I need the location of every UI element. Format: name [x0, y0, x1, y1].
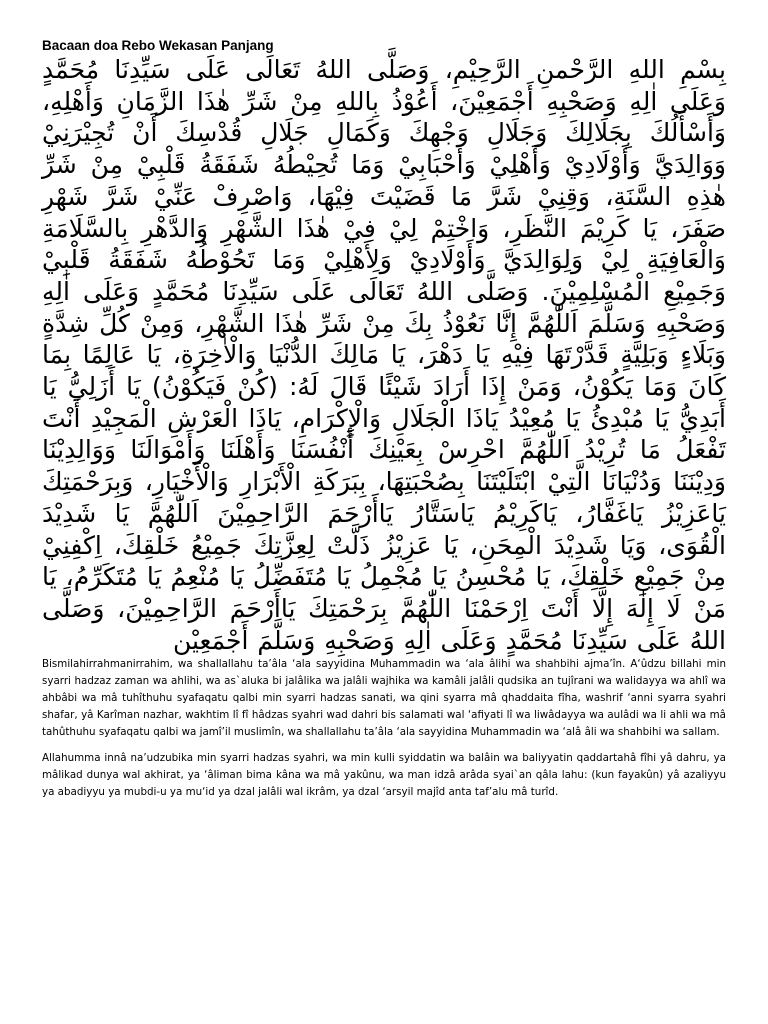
arabic-prayer-text: بِسْمِ اللهِ الرَّحْمنِ الرَّحِيْمِ، وَصَلَّى اللهُ تَعَالَى عَلَى سَيِّدِنَا مُحَمَّدٍ وَعَلَى اٰلِهِ وَصَحْبِهِ أَجْمَعِيْنَ، أَعُوْذُ بِاللهِ مِنْ شَرِّ هٰذَا الزَّمَانِ وَأَهْلِهِ، وَأَسْأَلُكَ بِجَلَالِكَ وَجَلَالِ وَجْهِكَ وَكَمَالِ جَلَالِ قُدْسِكَ أَنْ تُجِيْرَنِيْ وَوَالِدَيَّ وَأَوْلَادِيْ وَأَهْلِيْ وَأَحْبَابِيْ وَمَا تُحِيْطُهُ شَفَقَةُ قَلْبِيْ مِنْ شَرِّ هٰذِهِ السَّنَةِ، وَقِنِيْ شَرَّ مَا قَضَيْتَ فِيْهَا، وَاصْرِفْ عَنِّيْ شَرَّ شَهْرِ صَفَرَ، يَا كَرِيْمَ النَّظَرِ، وَاخْتِمْ لِيْ فِيْ هٰذَا الشَّهْرِ وَالدَّهْرِ بِالسَّلَامَةِ وَالْعَافِيَةِ لِيْ وَلِوَالِدَيَّ وَأَوْلَادِيْ وَلِأَهْلِيْ وَمَا تَحُوْطُهُ شَفَقَةُ قَلْبِيْ وَجَمِيْعِ الْمُسْلِمِيْنَ. وَصَلَّى اللهُ تَعَالَى عَلَى سَيِّدِنَا مُحَمَّدٍ وَعَلَى اٰلِهِ وَصَحْبِهِ وَسَلَّمَ اَللّٰهُمَّ إِنَّا نَعُوْذُ بِكَ مِنْ شَرِّ هٰذَا الشَّهْرِ، وَمِنْ كُلِّ شِدَّةٍ وَبَلَاءٍ وَبَلِيَّةٍ قَدَّرْتَهَا فِيْهِ يَا دَهْرَ، يَا مَالِكَ الدُّنْيَا وَالْاٰخِرَةِ، يَا عَالِمًا بِمَا كَانَ وَمَا يَكُوْنُ، وَمَنْ إِذَا أَرَادَ شَيْئًا قَالَ لَهُ: (كُنْ فَيَكُوْنُ) يَا أَزَلِيُّ يَا أَبَدِيُّ يَا مُبْدِئُ يَا مُعِيْدُ يَاذَا الْجَلَالِ وَالْإِكْرَامِ، يَاذَا الْعَرْشِ الْمَجِيْدِ أَنْتَ تَفْعَلُ مَا تُرِيْدُ اَللّٰهُمَّ احْرِسْ بِعَيْنِكَ أَنْفُسَنَا وَأَهْلَنَا وَأَمْوَالَنَا وَوَالِدِيْنَا وَدِيْنَنَا وَدُنْيَانَا الَّتِيْ ابْتَلَيْتَنَا بِصُحْبَتِهَا، بِبَرَكَةِ الْأَبْرَارِ وَالْأَخْيَارِ، وَبِرَحْمَتِكَ يَاعَزِيْزُ يَاغَفَّارُ، يَاكَرِيْمُ يَاسَتَّارُ يَاأَرْحَمَ الرَّاحِمِيْنَ اَللّٰهُمَّ يَا شَدِيْدَ الْقُوَى، وَيَا شَدِيْدَ الْمِحَنِ، يَا عَزِيْزُ ذَلَّتْ لِعِزَّتِكَ جَمِيْعُ خَلْقِكَ، اِكْفِنِيْ مِنْ جَمِيْعِ خَلْقِكَ، يَا مُحْسِنُ يَا مُجْمِلُ يَا مُتَفَضِّلُ يَا مُنْعِمُ يَا مُتَكَرِّمُ، يَا مَنْ لَا إِلٰهَ إِلَّا أَنْتَ اِرْحَمْنَا اللّٰهُمَّ بِرَحْمَتِكَ يَاأَرْحَمَ الرَّاحِمِيْنَ، وَصَلَّى اللهُ عَلَى سَيِّدِنَا مُحَمَّدٍ وَعَلَى اٰلِهِ وَصَحْبِهِ وَسَلَّمَ أَجْمَعِيْن: [42, 55, 726, 655]
latin-transliteration-paragraph-1: Bismilahirrahmanirrahim, wa shallallahu ta’âla ‘ala sayyidina Muhammadin wa ‘ala âlihi wa shahbihi ajma’în. A‘ûdzu billahi min syarri hadzaz zaman wa ahlihi, wa as`aluka bi jalâlika wa jalâli wajhika wa kamâli jalâli qudsika an tujîrani wa walidayya wa ahlî wa ahbâbi wa mâ tuhîthuhu syafaqatu qalbi min syarri hadzas sanati, wa qini syarra mâ qhaddaita fîha, washrif ‘anni syarra syahri shafar, yâ Karîman nazhar, wakhtim lî fî hâdzas syahri wad dahri bis salamati wal ‘afiyati lî wa liwâdayya wa aulâdi wa li ahli wa mâ tahûthuhu syafaqatu qalbi wa jamî’il muslimîn, wa shallallahu ta’âla ‘ala sayyidina Muhammadin wa ‘alâ âli wa shahbihi wa sallam.: [42, 658, 726, 739]
latin-transliteration-paragraph-2: Allahumma innâ na’udzubika min syarri hadzas syahri, wa min kulli syiddatin wa balâin wa baliyyatin qaddartahâ fîhi yâ dahru, ya mâlikad dunya wal akhirat, ya ‘âliman bima kâna wa mâ yakûnu, wa man idzâ arâda syai`an qâla lahu: (kun fayakûn) yâ azaliyyu ya abadiyyu ya mubdi-u ya mu‘id ya dzal jalâli wal ikrâm, ya dzal ‘arsyil majîd anta taf’alu mâ turîd.: [42, 752, 726, 799]
document-page: [42, 38, 726, 801]
document-title: Bacaan doa Rebo Wekasan Panjang: [42, 38, 274, 53]
